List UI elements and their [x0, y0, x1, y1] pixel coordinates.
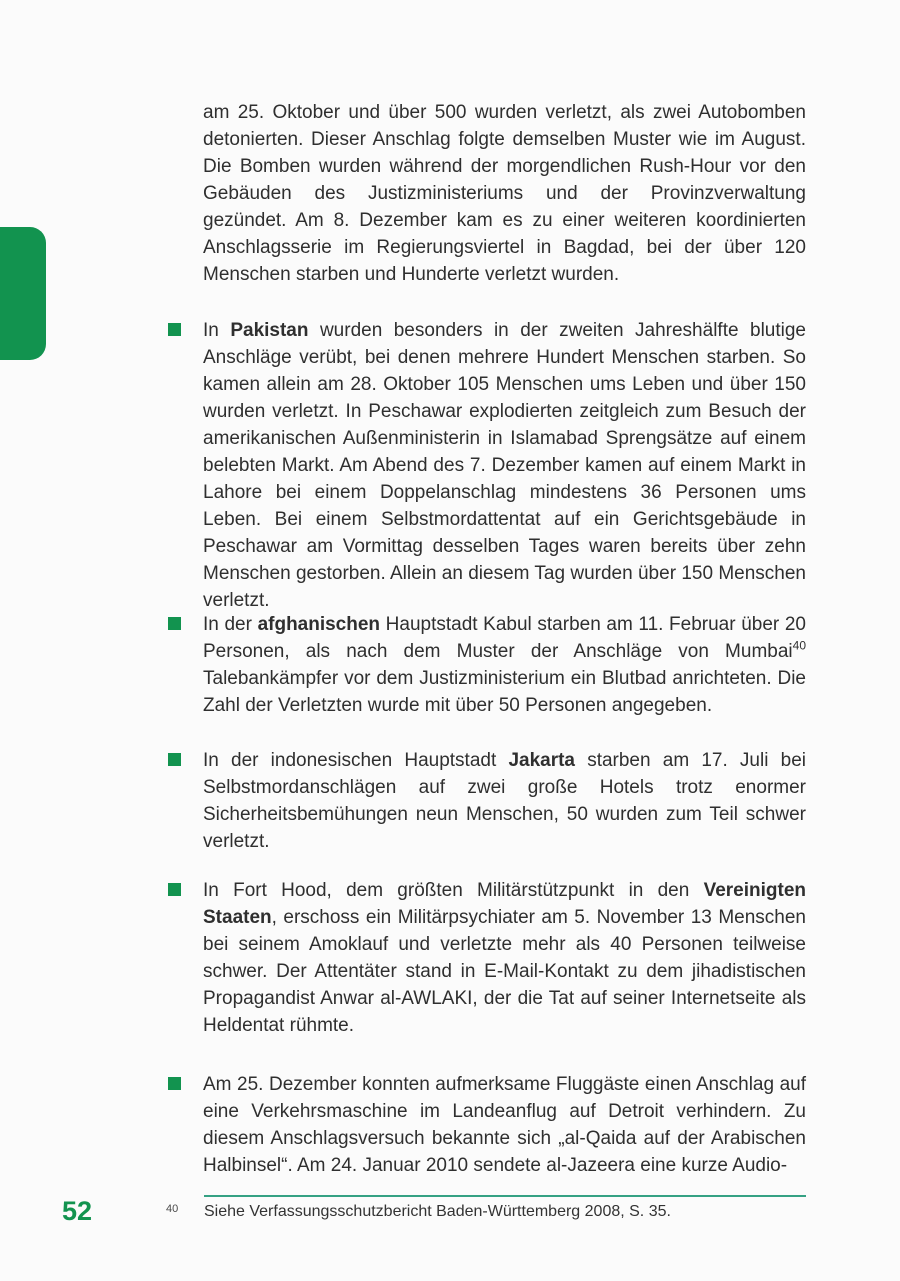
- footnote-ref: 40: [792, 638, 806, 653]
- body-text-segment: am 25. Oktober und über 500 wurden verletzt, als zwei Autobomben detonierten. Dieser Anschlag folgte demselben Muster wie im August. Die Bomben wurden während der morgendlichen Rush-Hour vor den Gebäuden des Justizministeriums und der Provinzverwaltung gezündet. Am 8. Dezember kam es zu einer weiteren koordinierten Anschlagsserie im Regierungsviertel in Bagdad, bei der über 120 Menschen starben und Hunderte verletzt wurden.: [203, 102, 806, 285]
- intro-paragraph: [203, 99, 806, 288]
- footnote-divider: [204, 1195, 806, 1197]
- bullet-paragraph: [203, 317, 806, 614]
- footnote-text: Siehe Verfassungsschutzbericht Baden-Württemberg 2008, S. 35.: [204, 1203, 671, 1220]
- emphasis-text: afghanischen: [257, 614, 381, 635]
- body-text-segment: Hauptstadt Kabul starben am 11. Februar über 20 Personen, als nach dem Muster der Anschläge von Mumbai: [203, 614, 806, 662]
- bullet-square-icon: [168, 323, 181, 336]
- emphasis-text: Jakarta: [508, 750, 575, 771]
- page-number: 52: [62, 1196, 93, 1226]
- body-text-segment: wurden besonders in der zweiten Jahreshälfte blutige Anschläge verübt, bei denen mehrere Hundert Menschen starben. So kamen allein am 28. Oktober 105 Menschen ums Leben und über 150 wurden verletzt. In Peschawar explodierten zeitgleich zum Besuch der amerikanischen Außenministerin in Islamabad Sprengsätze auf einem belebten Markt. Am Abend des 7. Dezember kamen auf einem Markt in Lahore bei einem Doppelanschlag mindestens 36 Personen ums Leben. Bei einem Selbstmordattentat auf ein Gerichtsgebäude in Peschawar am Vormittag desselben Tages waren bereits über zehn Menschen gestorben. Allein an diesem Tag wurden über 150 Menschen verletzt.: [203, 320, 807, 611]
- bullet-paragraph: [203, 747, 806, 855]
- body-text-segment: , erschoss ein Militärpsychiater am 5. November 13 Menschen bei seinem Amoklauf und verletzte mehr als 40 Personen teilweise schwer. Der Attentäter stand in E-Mail-Kontakt zu dem jihadistischen Propagandist Anwar al-AWLAKI, der die Tat auf seiner Internetseite als Heldentat rühmte.: [203, 907, 806, 1036]
- bullet-paragraph: [203, 877, 806, 1039]
- bullet-square-icon: [168, 753, 181, 766]
- bullet-item-1: [203, 317, 806, 614]
- bullet-item-2: [203, 611, 806, 719]
- chapter-margin-tab: [0, 227, 46, 360]
- bullet-item-5: [203, 1071, 806, 1179]
- body-text-segment: Am 25. Dezember konnten aufmerksame Fluggäste einen Anschlag auf eine Verkehrsmaschine im Landeanflug auf Detroit verhindern. Zu diesem Anschlagsversuch bekannte sich „al-Qaida auf der Arabischen Halbinsel“. Am 24. Januar 2010 sendete al-Jazeera eine kurze Audio-: [203, 1074, 806, 1176]
- bullet-item-3: [203, 747, 806, 855]
- body-text-segment: Talebankämpfer vor dem Justizministerium ein Blutbad anrichteten. Die Zahl der Verletzten wurde mit über 50 Personen angegeben.: [203, 668, 806, 716]
- body-text-segment: In der: [203, 614, 258, 635]
- body-text-segment: In: [203, 320, 231, 341]
- footnote-marker: 40: [166, 1203, 179, 1215]
- emphasis-text: Pakistan: [230, 320, 309, 341]
- bullet-paragraph: [203, 1071, 806, 1179]
- bullet-square-icon: [168, 883, 181, 896]
- bullet-paragraph: [203, 611, 806, 719]
- emphasis-text: Vereinigten Staaten: [203, 880, 806, 928]
- body-text-segment: In der indonesischen Hauptstadt: [203, 750, 509, 771]
- body-text-segment: In Fort Hood, dem größten Militärstützpunkt in den: [203, 880, 704, 901]
- bullet-square-icon: [168, 1077, 181, 1090]
- body-text-segment: starben am 17. Juli bei Selbstmordanschlägen auf zwei große Hotels trotz enormer Sicherheitsbemühungen neun Menschen, 50 wurden zum Teil schwer verletzt.: [203, 750, 806, 852]
- bullet-item-4: [203, 877, 806, 1039]
- bullet-square-icon: [168, 617, 181, 630]
